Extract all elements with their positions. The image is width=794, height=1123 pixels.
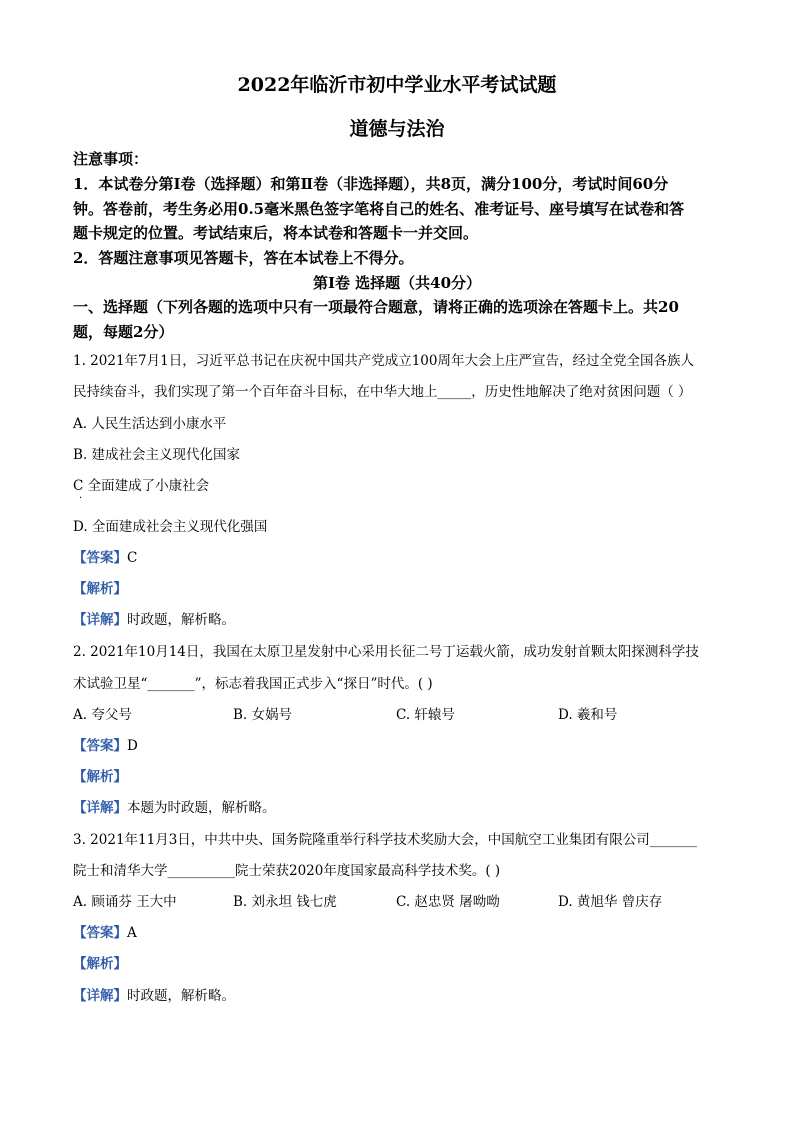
q1-answer-value: C bbox=[127, 550, 138, 566]
stray-dot-mark: · bbox=[79, 493, 83, 504]
detail-label: 【详解】 bbox=[73, 800, 127, 816]
notes-item2: 2．答题注意事项见答题卡，答在本试卷上不得分。 bbox=[73, 249, 414, 267]
detail-label: 【详解】 bbox=[73, 988, 127, 1004]
q1-option-c: C 全面建成了小康社会 bbox=[73, 478, 210, 494]
answer-label: 【答案】 bbox=[73, 738, 127, 754]
q2-detail bbox=[73, 796, 725, 816]
q3-answer-value: A bbox=[127, 925, 137, 941]
q1-option-b: B. 建成社会主义现代化国家 bbox=[73, 447, 241, 463]
answer-label: 【答案】 bbox=[73, 925, 127, 941]
q2-analysis bbox=[73, 765, 725, 785]
exam-title: 2022年临沂市初中学业水平考试试题 bbox=[237, 74, 557, 96]
q2-option-b: B. 女娲号 bbox=[233, 707, 293, 723]
q2-answer-value: D bbox=[127, 738, 138, 754]
q1-analysis bbox=[73, 577, 725, 597]
q1-detail-text: 时政题，解析略。 bbox=[127, 612, 235, 628]
detail-label: 【详解】 bbox=[73, 612, 127, 628]
section-instruction-line2: 题，每题2分） bbox=[73, 323, 174, 341]
section-title: 第Ⅰ卷 选择题（共40分） bbox=[312, 274, 482, 292]
q2-stem-line1: 2. 2021年10月14日，我国在太原卫星发射中心采用长征二号丁运载火箭，成功发射首颗太阳探测科学技 bbox=[73, 644, 699, 660]
notes-item1-line2: 钟。答卷前，考生务必用0.5毫米黑色签字笔将自己的姓名、准考证号、座号填写在试卷和答 bbox=[73, 200, 685, 218]
q3-option-a: A. 顾诵芬 王大中 bbox=[73, 894, 177, 910]
q3-answer bbox=[73, 921, 725, 941]
q3-stem-line2: 院士和清华大学__________院士荣获2020年度国家最高科学技术奖。( ) bbox=[73, 863, 501, 879]
q1-stem-line1: 1. 2021年7月1日，习近平总书记在庆祝中国共产党成立100周年大会上庄严宣告，经过全党全国各族人 bbox=[73, 353, 694, 369]
q1-option-d: D. 全面建成社会主义现代化强国 bbox=[73, 519, 268, 535]
section-instruction-line1: 一、选择题（下列各题的选项中只有一项最符合题意，请将正确的选项涂在答题卡上。共20 bbox=[73, 298, 679, 316]
q2-option-d: D. 羲和号 bbox=[558, 707, 618, 723]
q1-option-a: A. 人民生活达到小康水平 bbox=[73, 416, 227, 432]
subject-title: 道德与法治 bbox=[349, 118, 445, 140]
q2-option-a: A. 夸父号 bbox=[73, 707, 132, 723]
q2-detail-text: 本题为时政题，解析略。 bbox=[127, 800, 276, 816]
notes-item1-line1: 1．本试卷分第Ⅰ卷（选择题）和第Ⅱ卷（非选择题），共8页，满分100分，考试时间60分 bbox=[73, 175, 669, 193]
q3-option-b: B. 刘永坦 钱七虎 bbox=[233, 894, 337, 910]
analysis-label: 【解析】 bbox=[73, 769, 127, 785]
analysis-label: 【解析】 bbox=[73, 956, 127, 972]
q1-detail bbox=[73, 608, 725, 628]
q1-stem-line2: 民持续奋斗，我们实现了第一个百年奋斗目标，在中华大地上_____，历史性地解决了绝对贫困问题（ ） bbox=[73, 384, 692, 400]
q2-stem-line2: 术试验卫星“_______”，标志着我国正式步入“探日”时代。( ) bbox=[73, 676, 433, 692]
q3-detail bbox=[73, 984, 725, 1004]
q3-option-d: D. 黄旭华 曾庆存 bbox=[558, 894, 663, 910]
q3-option-c: C. 赵忠贤 屠呦呦 bbox=[396, 894, 500, 910]
q2-option-c: C. 轩辕号 bbox=[396, 707, 455, 723]
analysis-label: 【解析】 bbox=[73, 581, 127, 597]
q3-stem-line1: 3. 2021年11月3日，中共中央、国务院隆重举行科学技术奖励大会，中国航空工业集团有限公司_______ bbox=[73, 832, 698, 848]
q3-analysis bbox=[73, 952, 725, 972]
q2-answer bbox=[73, 734, 725, 754]
notes-heading: 注意事项： bbox=[73, 150, 149, 168]
answer-label: 【答案】 bbox=[73, 550, 127, 566]
q3-detail-text: 时政题，解析略。 bbox=[127, 988, 235, 1004]
notes-item1-line3: 题卡规定的位置。考试结束后，将本试卷和答题卡一并交回。 bbox=[73, 224, 479, 242]
q1-answer bbox=[73, 546, 725, 566]
